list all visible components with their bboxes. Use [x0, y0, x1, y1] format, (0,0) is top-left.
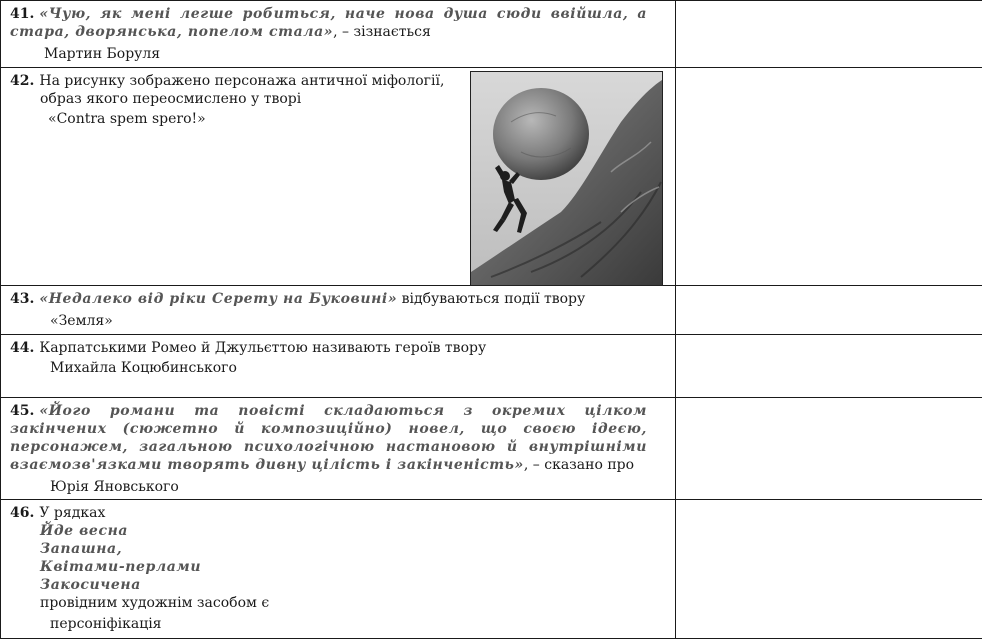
answer-text: Михайла Коцюбинського	[10, 359, 667, 377]
question-text: Карпатськими Ромео й Джульєттою називають героїв твору	[39, 340, 486, 356]
answer-text: «Contra spem spero!»	[10, 110, 667, 128]
sisyphus-illustration	[471, 72, 662, 285]
question-number: 46.	[10, 505, 34, 521]
question-number: 44.	[10, 340, 34, 356]
poem-line: Закосичена	[10, 576, 667, 594]
question-cell	[1, 68, 676, 286]
answer-cell[interactable]	[676, 500, 982, 639]
answer-cell[interactable]	[676, 335, 982, 398]
answer-text: Мартин Боруля	[10, 45, 647, 63]
question-quote: «Його романи та повісті складаються з окремих цілком закінчених (сюжетно й композиційно) новел, що своєю ідеєю, персонажем, загальною психологічною настановою й внутрішніми взаємозв'язками творять дивну цілість і закінченість»	[10, 403, 647, 473]
question-cell	[1, 1, 676, 68]
poem-line: Квітами-перлами	[10, 558, 667, 576]
question-row-42	[1, 68, 982, 286]
answer-cell[interactable]	[676, 68, 982, 286]
answer-cell[interactable]	[676, 1, 982, 68]
question-number: 43.	[10, 291, 34, 307]
question-number: 45.	[10, 403, 34, 419]
answer-text: «Земля»	[10, 312, 667, 330]
answer-cell[interactable]	[676, 286, 982, 335]
question-number: 42.	[10, 73, 34, 89]
question-number: 41.	[10, 6, 34, 22]
answer-text: персоніфікація	[10, 615, 667, 633]
question-text: , – зізнається	[333, 24, 431, 40]
question-cell	[1, 500, 676, 639]
question-cell	[1, 398, 676, 500]
question-row-43	[1, 286, 982, 335]
answer-text: Юрія Яновського	[10, 478, 647, 496]
question-text: На рисунку зображено персонажа античної міфології,	[39, 73, 444, 89]
question-cell	[1, 286, 676, 335]
question-text: відбуваються події твору	[397, 291, 585, 307]
question-text-line: образ якого переосмислено у творі	[10, 90, 667, 108]
question-text-line: провідним художнім засобом є	[10, 594, 667, 612]
question-row-45	[1, 398, 982, 500]
question-text: , – сказано про	[524, 457, 634, 473]
question-cell	[1, 335, 676, 398]
question-quote: «Чую, як мені легше робиться, наче нова душа сюди ввійшла, а стара, дворянська, попелом стала»	[10, 6, 647, 40]
question-row-41	[1, 1, 982, 68]
poem-line: Запашна,	[10, 540, 667, 558]
question-text: У рядках	[39, 505, 105, 521]
poem-line: Йде весна	[10, 522, 667, 540]
answer-cell[interactable]	[676, 398, 982, 500]
question-row-46	[1, 500, 982, 639]
poem-lines	[10, 522, 667, 594]
sisyphus-image	[470, 71, 663, 286]
question-row-44	[1, 335, 982, 398]
question-quote: «Недалеко від ріки Серету на Буковині»	[39, 291, 397, 307]
